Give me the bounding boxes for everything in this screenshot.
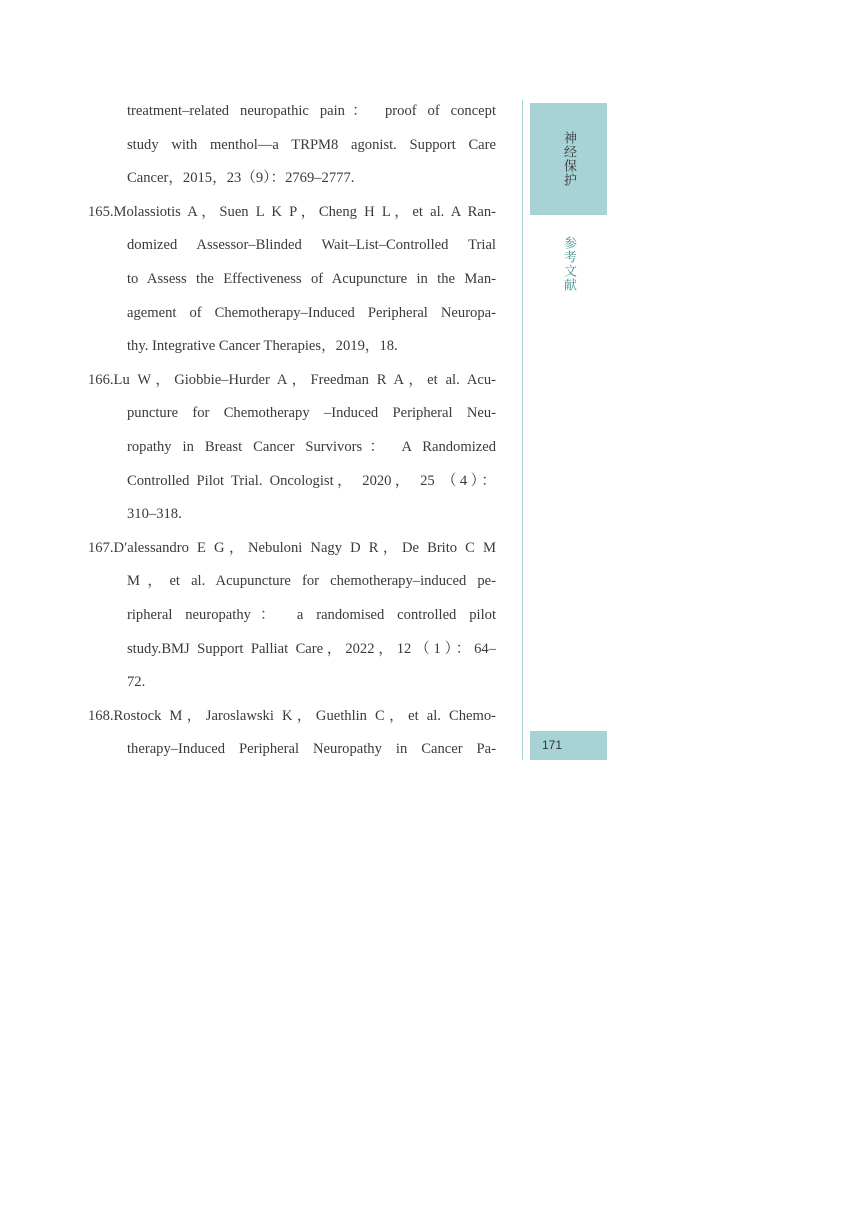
reference-line: study.BMJ Support Palliat Care，2022，12（1）：64– [127, 640, 496, 657]
chapter-tab-label: 神经保护 [561, 131, 576, 187]
reference-line: 72. [127, 674, 146, 691]
section-marker-label: 参考文献 [561, 236, 576, 292]
reference-line: agement of Chemotherapy–Induced Peripheral Neuropa- [127, 304, 496, 321]
reference-line: 310–318. [127, 506, 182, 523]
reference-line: Controlled Pilot Trial. Oncologist， 2020， 25 （4）： [127, 472, 496, 489]
column-divider [522, 100, 523, 760]
chapter-tab [530, 103, 607, 215]
reference-line: treatment–related neuropathic pain： proof of concept [127, 103, 496, 119]
reference-line: therapy–Induced Peripheral Neuropathy in Cancer Pa- [127, 741, 496, 758]
reference-line: puncture for Chemotherapy –Induced Peripheral Neu- [127, 405, 496, 422]
reference-line: thy. Integrative Cancer Therapies，2019，18. [127, 338, 398, 355]
reference-line: ropathy in Breast Cancer Survivors： A Randomized [127, 438, 496, 455]
reference-line: 166.Lu W，Giobbie–Hurder A，Freedman R A，et al. Acu- [88, 371, 496, 388]
page-number-box [530, 731, 607, 760]
reference-line: study with menthol––a TRPM8 agonist. Support Care [127, 136, 496, 153]
reference-line: M，et al. Acupuncture for chemotherapy–induced pe- [127, 573, 496, 590]
reference-line: domized Assessor–Blinded Wait–List–Controlled Trial [127, 237, 496, 254]
reference-line: 167.D′alessandro E G，Nebuloni Nagy D R，De Brito C M [88, 539, 496, 556]
reference-line: 165.Molassiotis A，Suen L K P，Cheng H L，et al. A Ran- [88, 203, 496, 220]
reference-line: to Assess the Effectiveness of Acupuncture in the Man- [127, 270, 496, 287]
reference-line: Cancer，2015，23（9）：2769–2777. [127, 170, 355, 187]
reference-list [88, 95, 496, 767]
reference-line: ripheral neuropathy： a randomised controlled pilot [127, 606, 496, 623]
page-number: 171 [542, 738, 563, 752]
reference-line: 168.Rostock M，Jaroslawski K，Guethlin C，et al. Chemo- [88, 707, 496, 724]
section-marker [530, 236, 607, 292]
